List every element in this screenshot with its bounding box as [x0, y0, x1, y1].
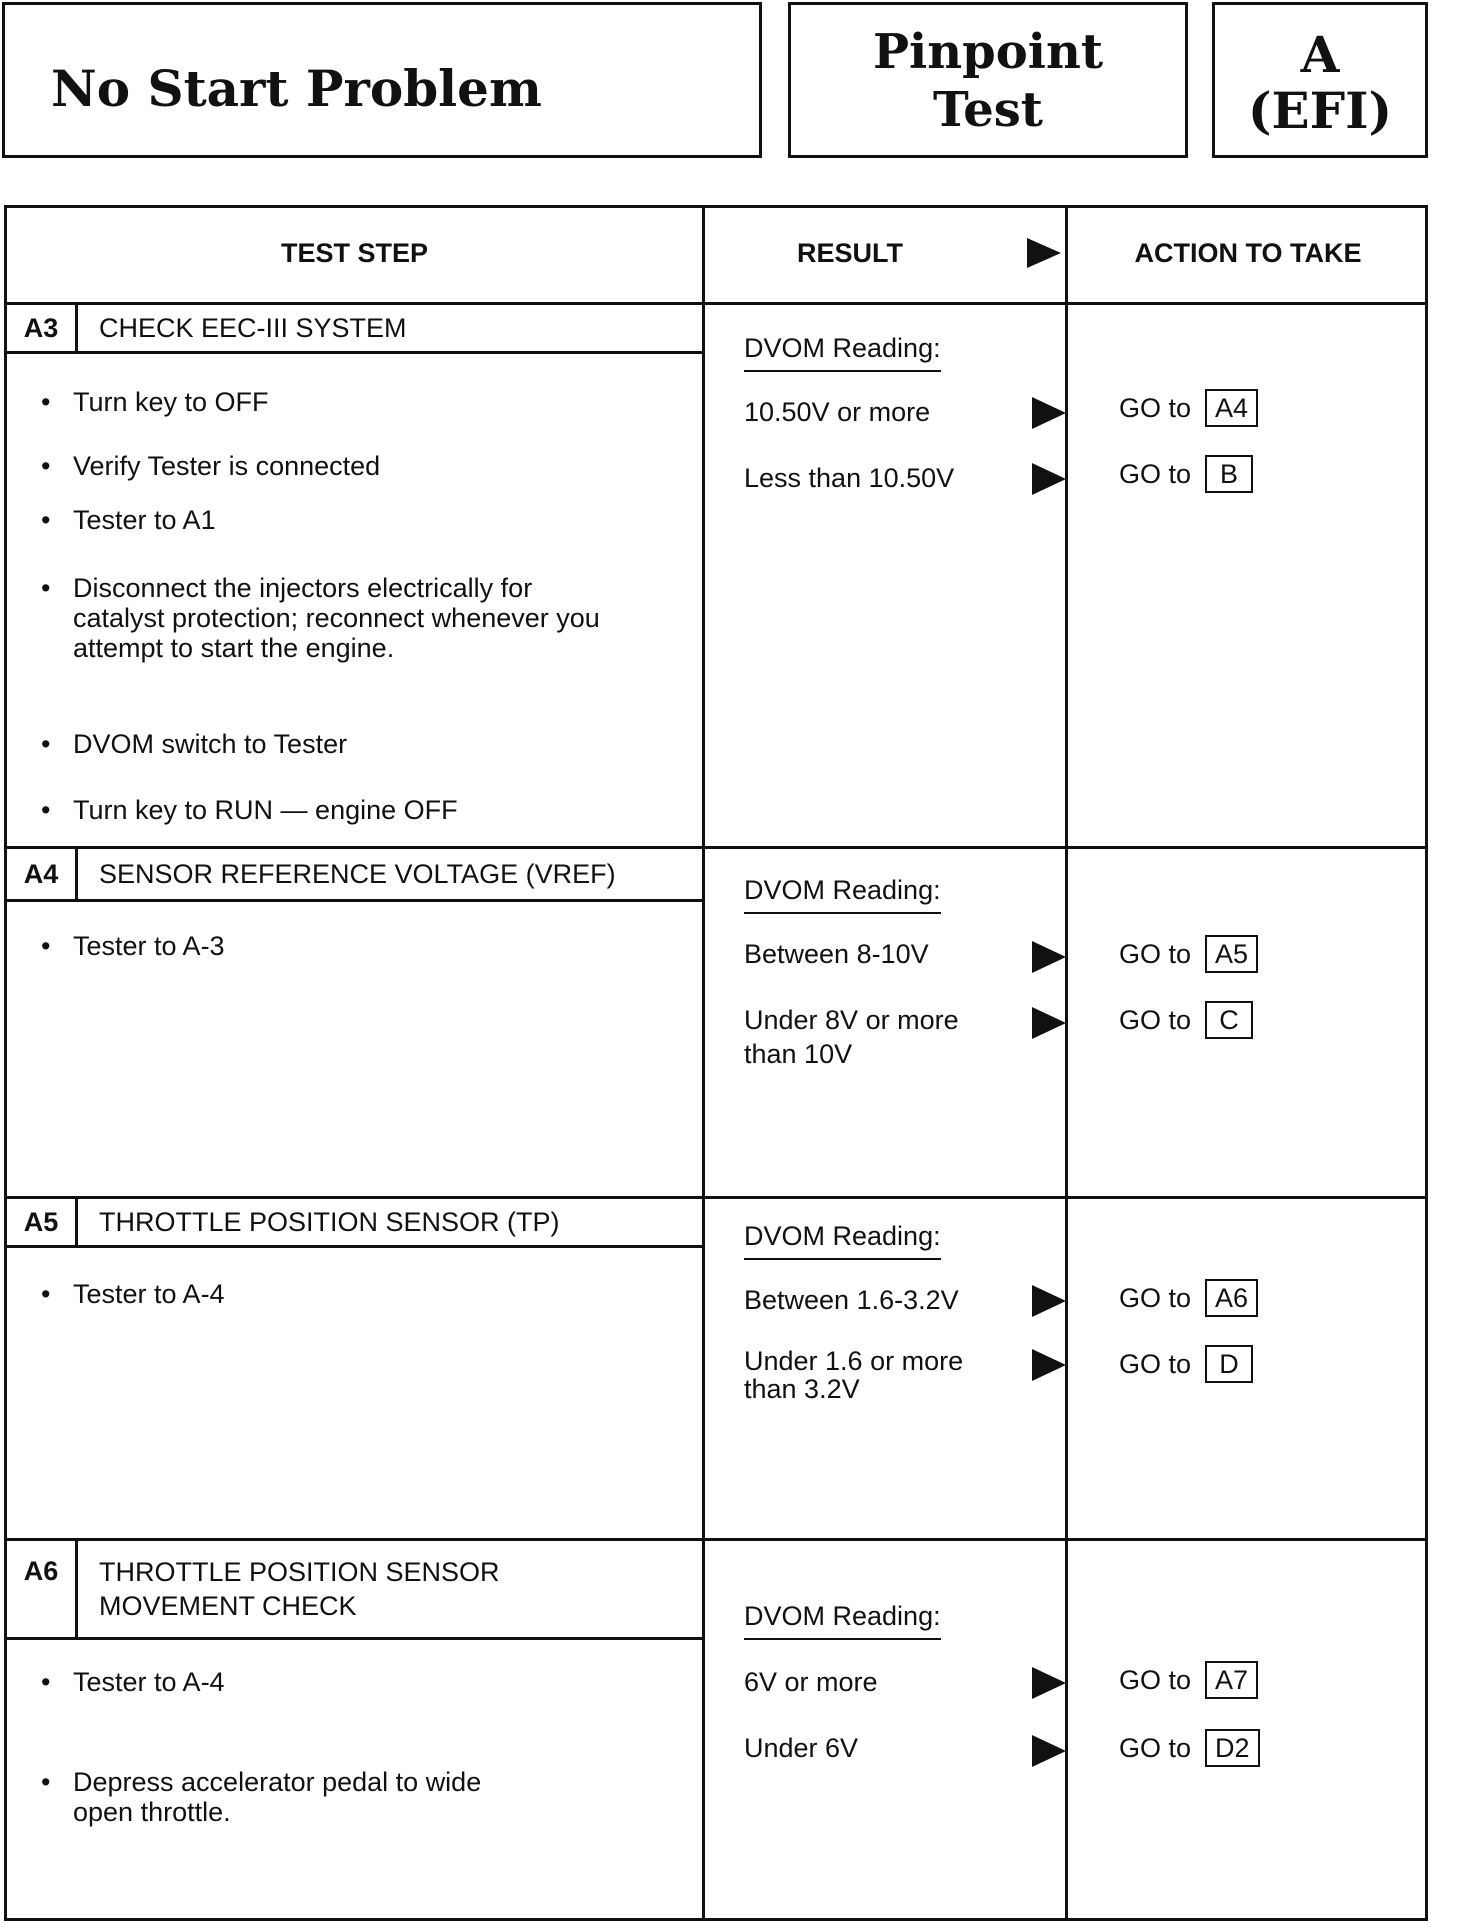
- step-header: [7, 849, 702, 902]
- action-go-to: GO to A5: [1119, 935, 1258, 973]
- column-header-action: ACTION TO TAKE: [1134, 238, 1362, 268]
- action-go-to: GO to A4: [1119, 389, 1258, 427]
- go-to-target: D: [1205, 1345, 1253, 1383]
- step-instruction: • Depress accelerator pedal to wide open throttle.: [41, 1767, 521, 1827]
- step-instruction: • Tester to A-3: [41, 931, 641, 961]
- dvom-reading-label: DVOM Reading:: [744, 1601, 941, 1640]
- arrow-right-icon: [1032, 1735, 1066, 1767]
- step-header: [7, 1199, 702, 1248]
- step-title: THROTTLE POSITION SENSOR (TP): [99, 1207, 560, 1237]
- action-go-to: GO to C: [1119, 1001, 1253, 1039]
- step-id: A5: [7, 1199, 78, 1245]
- step-title: CHECK EEC-III SYSTEM: [99, 313, 407, 343]
- step-instruction: • Turn key to OFF: [41, 387, 641, 417]
- result-text: 6V or more: [744, 1667, 878, 1697]
- step-instruction: • Tester to A-4: [41, 1279, 641, 1309]
- arrow-right-icon: [1032, 1007, 1066, 1039]
- action-go-to: GO to A7: [1119, 1661, 1258, 1699]
- arrow-right-icon: [1027, 238, 1061, 268]
- go-to-target: A4: [1205, 389, 1258, 427]
- action-go-to: GO to D2: [1119, 1729, 1260, 1767]
- step-header: [7, 305, 702, 354]
- test-id-box: [1212, 2, 1428, 158]
- pinpoint-test-label: [791, 23, 1185, 139]
- result-text: Under 8V or more than 10V: [744, 1005, 959, 1069]
- go-to-target: B: [1205, 455, 1253, 493]
- page-title: No Start Problem: [51, 59, 542, 118]
- column-divider: [702, 208, 705, 1918]
- pinpoint-test-box: [788, 2, 1188, 158]
- dvom-reading-label: DVOM Reading:: [744, 875, 941, 914]
- arrow-right-icon: [1032, 1667, 1066, 1699]
- go-to-target: A7: [1205, 1661, 1258, 1699]
- pinpoint-line2: Test: [933, 82, 1043, 138]
- step-header: [7, 1541, 702, 1640]
- pinpoint-test-table: [4, 205, 1428, 1921]
- step-title: THROTTLE POSITION SENSOR MOVEMENT CHECK: [99, 1557, 500, 1621]
- result-text: 10.50V or more: [744, 397, 931, 427]
- arrow-right-icon: [1032, 1285, 1066, 1317]
- arrow-right-icon: [1032, 463, 1066, 495]
- go-to-target: A5: [1205, 935, 1258, 973]
- test-id-label: [1215, 27, 1425, 139]
- step-id: A4: [7, 849, 78, 899]
- result-text: Under 1.6 or more than 3.2V: [744, 1346, 964, 1404]
- dvom-reading-label: DVOM Reading:: [744, 333, 941, 372]
- action-go-to: GO to A6: [1119, 1279, 1258, 1317]
- action-go-to: GO to D: [1119, 1345, 1253, 1383]
- dvom-reading-label: DVOM Reading:: [744, 1221, 941, 1260]
- result-text: Less than 10.50V: [744, 463, 955, 493]
- step-id: A3: [7, 305, 78, 351]
- step-instruction: • Turn key to RUN — engine OFF: [41, 795, 641, 825]
- column-header-test-step: TEST STEP: [280, 238, 429, 268]
- go-to-target: D2: [1205, 1729, 1260, 1767]
- test-id-line1: A: [1300, 25, 1340, 84]
- result-text: Between 1.6-3.2V: [744, 1285, 959, 1315]
- pinpoint-line1: Pinpoint: [872, 24, 1104, 80]
- title-box: [2, 2, 762, 158]
- step-id: A6: [7, 1541, 78, 1637]
- column-header-result: RESULT: [797, 238, 903, 268]
- step-instruction: • Disconnect the injectors electrically for catalyst protection; reconnect whenever you attempt to start the engine.: [41, 573, 621, 663]
- result-text: Between 8-10V: [744, 939, 929, 969]
- arrow-right-icon: [1032, 397, 1066, 429]
- step-instruction: • Tester to A-4: [41, 1667, 641, 1697]
- step-title: SENSOR REFERENCE VOLTAGE (VREF): [99, 859, 616, 889]
- step-instruction: • DVOM switch to Tester: [41, 729, 641, 759]
- action-go-to: GO to B: [1119, 455, 1253, 493]
- arrow-right-icon: [1032, 941, 1066, 973]
- test-id-line2: (EFI): [1247, 81, 1393, 140]
- step-instruction: • Tester to A1: [41, 505, 641, 535]
- go-to-target: C: [1205, 1001, 1253, 1039]
- result-text: Under 6V: [744, 1733, 859, 1763]
- go-to-target: A6: [1205, 1279, 1258, 1317]
- arrow-right-icon: [1032, 1349, 1066, 1381]
- step-instruction: • Verify Tester is connected: [41, 451, 641, 481]
